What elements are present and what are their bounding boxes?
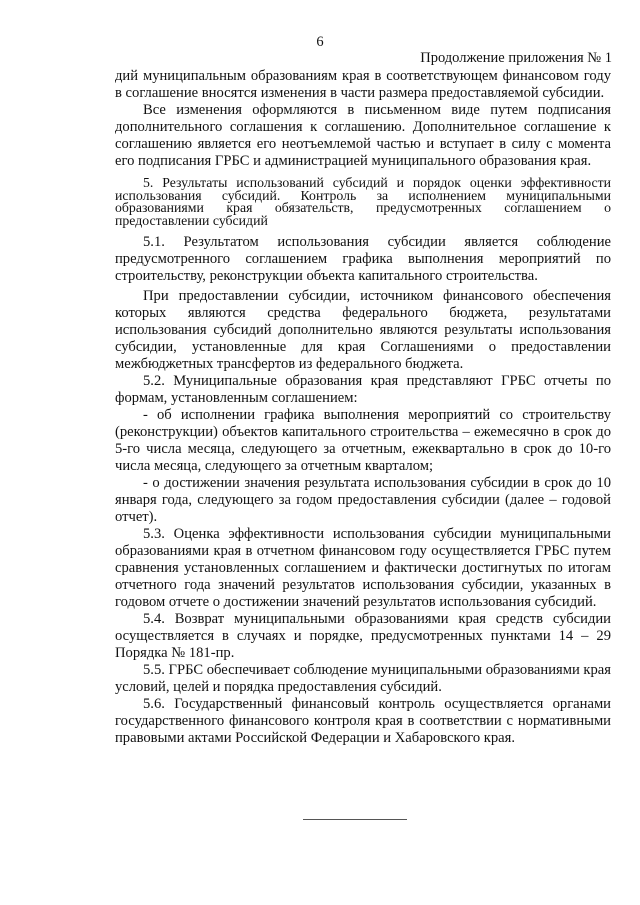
document-body bbox=[115, 68, 611, 747]
appendix-continuation-label: Продолжение приложения № 1 bbox=[420, 50, 612, 66]
page-number: 6 bbox=[316, 34, 324, 50]
paragraph-5-5: 5.5. ГРБС обеспечивает соблюдение муниципальными образованиями края условий, целей и порядка предоставления субсидий. bbox=[115, 662, 611, 695]
paragraph-5-4: 5.4. Возврат муниципальными образованиями края средств субсидии осуществляется в случаях и порядке, предусмотренных пунктами 14 – 29 Порядка № 181-пр. bbox=[115, 611, 611, 661]
paragraph-amendments: Все изменения оформляются в письменном виде путем подписания дополнительного соглашения к соглашению. Дополнительное соглашение к соглашению является его неотъемлемой частью и вступает в силу с момента его подписания ГРБС и администрацией муниципального образования края. bbox=[115, 102, 611, 169]
section-5-heading: 5. Результаты использований субсидий и порядок оценки эффективности использования субсидий. Контроль за исполнением муниципальными образованиями края обязательств, предусмотренных соглашением о предоставлении субсидий bbox=[115, 175, 611, 228]
paragraph-continuation: дий муниципальным образованиям края в соответствующем финансовом году в соглашение вносятся изменения в части размера предоставляемой субсидии. bbox=[115, 68, 611, 101]
paragraph-5-1: 5.1. Результатом использования субсидии является соблюдение предусмотренного соглашением графика выполнения мероприятий по строительству, реконструкции объекта капитального строительства. bbox=[115, 234, 611, 284]
paragraph-5-3: 5.3. Оценка эффективности использования субсидии муниципальными образованиями края в отчетном финансовом году осуществляется ГРБС путем сравнения установленных соглашением и фактически достигнутых по итогам отчетного года значений результатов использования субсидии, указанных в годовом отчете о достижении значений результатов использования субсидий. bbox=[115, 526, 611, 610]
list-item-schedule-report: - об исполнении графика выполнения мероприятий со строительству (реконструкции) объектов капитального строительства – ежемесячно в срок до 5-го числа месяца, следующего за отчетным, ежеквартально в срок до 10-го числа месяца, следующего за отчетным кварталом; bbox=[115, 407, 611, 474]
list-item-result-report: - о достижении значения результата использования субсидии в срок до 10 января года, следующего за годом предоставления субсидии (далее – годовой отчет). bbox=[115, 475, 611, 525]
paragraph-5-2: 5.2. Муниципальные образования края представляют ГРБС отчеты по формам, установленным соглашением: bbox=[115, 373, 611, 406]
paragraph-federal-funding: При предоставлении субсидии, источником финансового обеспечения которых являются средства федерального бюджета, результатами использования субсидий дополнительно являются результаты использования субсидии, установленные для края Соглашениями о предоставлении межбюджетных трансфертов из федерального бюджета. bbox=[115, 288, 611, 372]
paragraph-5-6: 5.6. Государственный финансовый контроль осуществляется органами государственного финансового контроля края в соответствии с нормативными правовыми актами Российской Федерации и Хабаровского края. bbox=[115, 696, 611, 746]
end-separator-line bbox=[303, 819, 407, 820]
